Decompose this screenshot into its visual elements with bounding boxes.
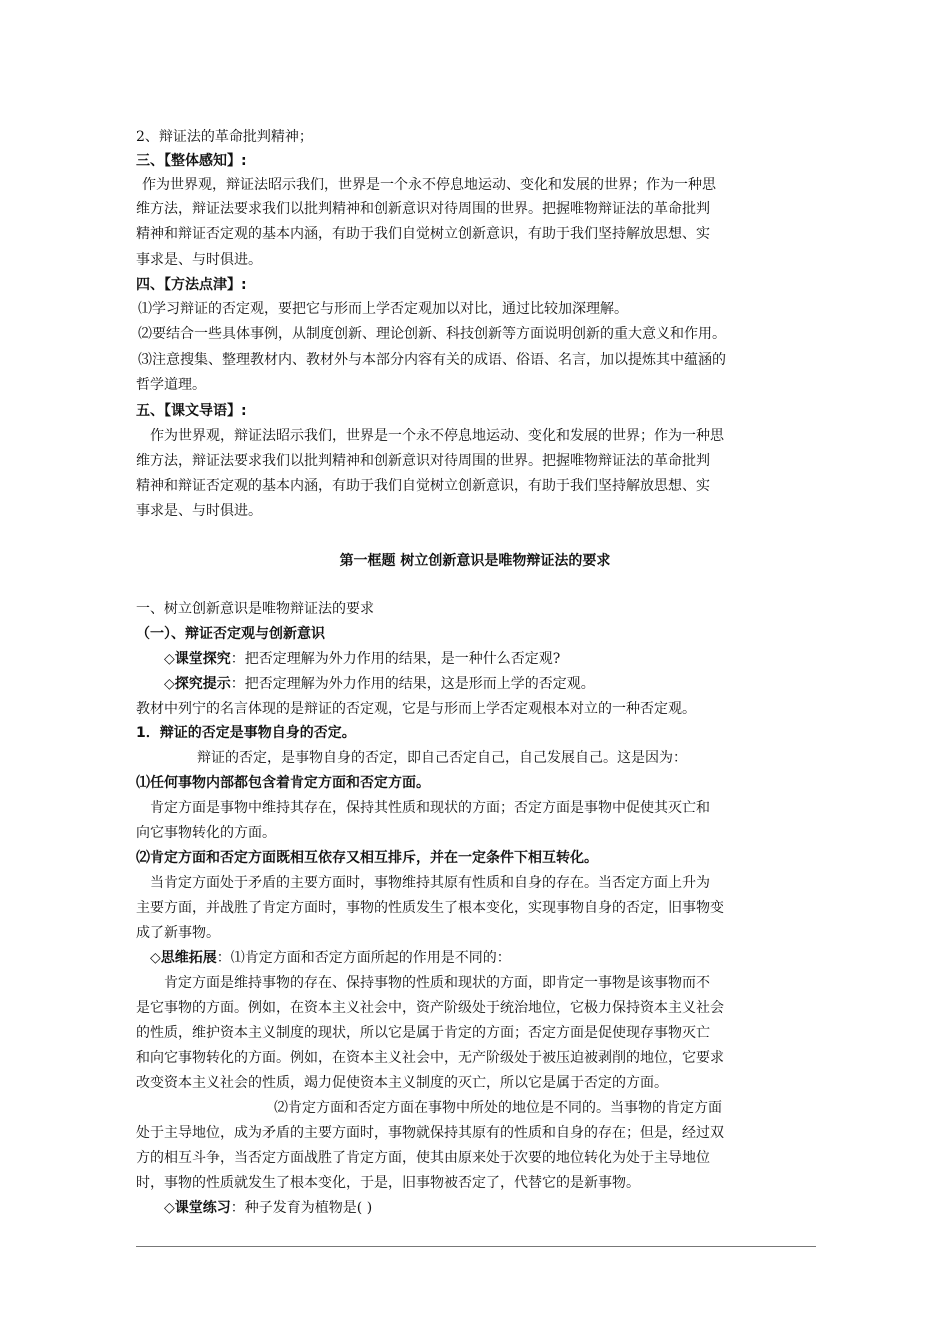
- text-line: ⑵肯定方面和否定方面在事物中所处的地位是不同的。当事物的肯定方面: [274, 1100, 722, 1116]
- text-line: 主要方面，并战胜了肯定方面时，事物的性质发生了根本变化，实现事物自身的否定，旧事物变: [136, 900, 724, 916]
- section-heading: 五、【课文导语】:: [136, 403, 247, 419]
- text-line: [164, 672, 595, 696]
- text-line: [164, 647, 560, 671]
- text-line: 时，事物的性质就发生了根本变化，于是，旧事物被否定了，代替它的是新事物。: [136, 1175, 640, 1191]
- text-line: 2、辩证法的革命批判精神；: [136, 129, 313, 145]
- text-line: 向它事物转化的方面。: [136, 825, 276, 841]
- text-line: 当肯定方面处于矛盾的主要方面时，事物维持其原有性质和自身的存在。当否定方面上升为: [150, 875, 710, 891]
- label-text: ：把否定理解为外力作用的结果，是一种什么否定观?: [230, 651, 561, 667]
- text-line: 方的相互斗争，当否定方面战胜了肯定方面，使其由原来处于次要的地位转化为处于主导地位: [136, 1150, 710, 1166]
- label: ◇探究提示: [164, 676, 231, 692]
- text-line: 事求是、与时俱进。: [136, 252, 262, 268]
- text-line: 哲学道理。: [136, 377, 206, 393]
- text-line: 作为世界观，辩证法昭示我们，世界是一个永不停息地运动、变化和发展的世界；作为一种思: [150, 428, 724, 444]
- label: ◇思维拓展: [150, 950, 217, 966]
- text-line: 维方法，辩证法要求我们以批判精神和创新意识对待周围的世界。把握唯物辩证法的革命批判: [136, 201, 710, 217]
- section-heading: 四、【方法点津】:: [136, 277, 247, 293]
- text-line: [164, 1196, 372, 1220]
- text-line: ⑶注意搜集、整理教材内、教材外与本部分内容有关的成语、俗语、名言，加以提炼其中蕴涵的: [138, 352, 726, 368]
- text-line: 事求是、与时俱进。: [136, 503, 262, 519]
- text-line: 辩证的否定，是事物自身的否定，即自己否定自己，自己发展自己。这是因为：: [197, 750, 687, 766]
- text-line: 的性质，维护资本主义制度的现状，所以它是属于肯定的方面；否定方面是促使现存事物灭亡: [136, 1025, 710, 1041]
- text-line: 改变资本主义社会的性质，竭力促使资本主义制度的灭亡，所以它是属于否定的方面。: [136, 1075, 668, 1091]
- text-line: [150, 946, 511, 970]
- text-line: 成了新事物。: [136, 925, 220, 941]
- text-line: 维方法，辩证法要求我们以批判精神和创新意识对待周围的世界。把握唯物辩证法的革命批判: [136, 453, 710, 469]
- label-text: ：⑴肯定方面和否定方面所起的作用是不同的：: [216, 950, 511, 966]
- label-text: ：种子发育为植物是( ): [230, 1200, 373, 1216]
- text-line: 精神和辩证否定观的基本内涵，有助于我们自觉树立创新意识，有助于我们坚持解放思想、实: [136, 226, 710, 242]
- subsection-heading: （一）、辩证否定观与创新意识: [136, 626, 325, 642]
- text-line: 是它事物的方面。例如，在资本主义社会中，资产阶级处于统治地位，它极力保持资本主义社会: [136, 1000, 724, 1016]
- text-line: 肯定方面是维持事物的存在、保持事物的性质和现状的方面，即肯定一事物是该事物而不: [164, 975, 710, 991]
- text-line: ⑴学习辩证的否定观，要把它与形而上学否定观加以对比，通过比较加深理解。: [138, 301, 628, 317]
- section-heading: 三、【整体感知】:: [136, 153, 247, 169]
- text-line: ⑵要结合一些具体事例，从制度创新、理论创新、科技创新等方面说明创新的重大意义和作用。: [138, 326, 726, 342]
- label-text: ：把否定理解为外力作用的结果，这是形而上学的否定观。: [230, 676, 595, 692]
- point-heading: ⑵肯定方面和否定方面既相互依存又相互排斥，并在一定条件下相互转化。: [136, 850, 598, 866]
- point-heading: ⑴任何事物内部都包含着肯定方面和否定方面。: [136, 775, 430, 791]
- text-line: 作为世界观，辩证法昭示我们，世界是一个永不停息地运动、变化和发展的世界；作为一种思: [142, 177, 716, 193]
- label: ◇课堂探究: [164, 651, 231, 667]
- footer-divider: [136, 1246, 816, 1247]
- text-line: 和向它事物转化的方面。例如，在资本主义社会中，无产阶级处于被压迫被剥削的地位，它要求: [136, 1050, 724, 1066]
- text-line: 肯定方面是事物中维持其存在，保持其性质和现状的方面；否定方面是事物中促使其灭亡和: [150, 800, 710, 816]
- text-line: 教材中列宁的名言体现的是辩证的否定观，它是与形而上学否定观根本对立的一种否定观。: [136, 701, 696, 717]
- heading-text: 一、树立创新意识是唯物辩证法的要求: [136, 601, 374, 617]
- text-line: 处于主导地位，成为矛盾的主要方面时，事物就保持其原有的性质和自身的存在；但是，经过双: [136, 1125, 724, 1141]
- lesson-title: 第一框题 树立创新意识是唯物辩证法的要求: [339, 553, 611, 569]
- text-line: 精神和辩证否定观的基本内涵，有助于我们自觉树立创新意识，有助于我们坚持解放思想、实: [136, 478, 710, 494]
- label: ◇课堂练习: [164, 1200, 231, 1216]
- point-heading: 1．辩证的否定是事物自身的否定。: [136, 725, 356, 741]
